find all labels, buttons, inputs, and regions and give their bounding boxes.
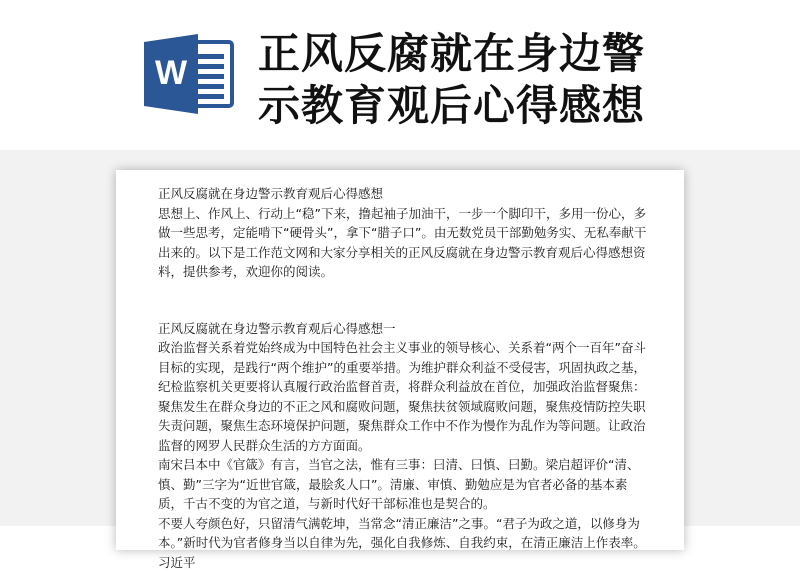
word-document-icon (140, 32, 236, 116)
page-title (258, 28, 698, 132)
doc-title: 正风反腐就在身边警示教育观后心得感想 (158, 184, 648, 204)
title-line-1: 正风反腐就在身边警 (258, 28, 698, 80)
intro-paragraph: 思想上、作风上、行动上“稳”下来，撸起袖子加油干，一步一个脚印干，多用一份心，多做一些思考，定能啃下“硬骨头”，拿下“腊子口”。由无数党员干部勤勉务实、无私奉献干出来的。以下是工作范文网和大家分享相关的正风反腐就在身边警示教育观后心得感想资料，提供参考，欢迎你的阅读。 (158, 204, 648, 282)
header-banner (0, 0, 800, 150)
title-line-2: 示教育观后心得感想 (258, 80, 698, 132)
document-body (158, 184, 648, 572)
body-paragraph-3: 不要人夸颜色好，只留清气满乾坤，当常念“清正廉洁”之事。“君子为政之道，以修身为本。”新时代为官者修身当以自律为先，强化自我修炼、自我约束，在清正廉洁上作表率。习近平 (158, 514, 648, 572)
paragraph-gap (158, 282, 648, 319)
body-paragraph-1: 政治监督关系着党始终成为中国特色社会主义事业的领导核心、关系着“两个一百年”奋斗目标的实现，是践行“两个维护”的重要举措。为维护群众利益不受侵害，巩固执政之基，纪检监察机关更要将认真履行政治监督首责，将群众利益放在首位，加强政治监督聚焦：聚焦发生在群众身边的不正之风和腐败问题，聚焦扶贫领域腐败问题，聚焦疫情防控失职失责问题，聚焦生态环境保护问题，聚焦群众工作中不作为慢作为乱作为等问题。让政治监督的网罗人民群众生活的方方面面。 (158, 338, 648, 455)
word-icon-letter: W (155, 54, 188, 92)
section-title: 正风反腐就在身边警示教育观后心得感想一 (158, 319, 648, 339)
body-paragraph-2: 南宋吕本中《官箴》有言，当官之法，惟有三事：曰清、曰慎、曰勤。梁启超评价“清、慎、勤”三字为“近世官箴，最脍炙人口”。清廉、审慎、勤勉应是为官者必备的基本素质，千古不变的为官之道，与新时代好干部标准也是契合的。 (158, 455, 648, 514)
